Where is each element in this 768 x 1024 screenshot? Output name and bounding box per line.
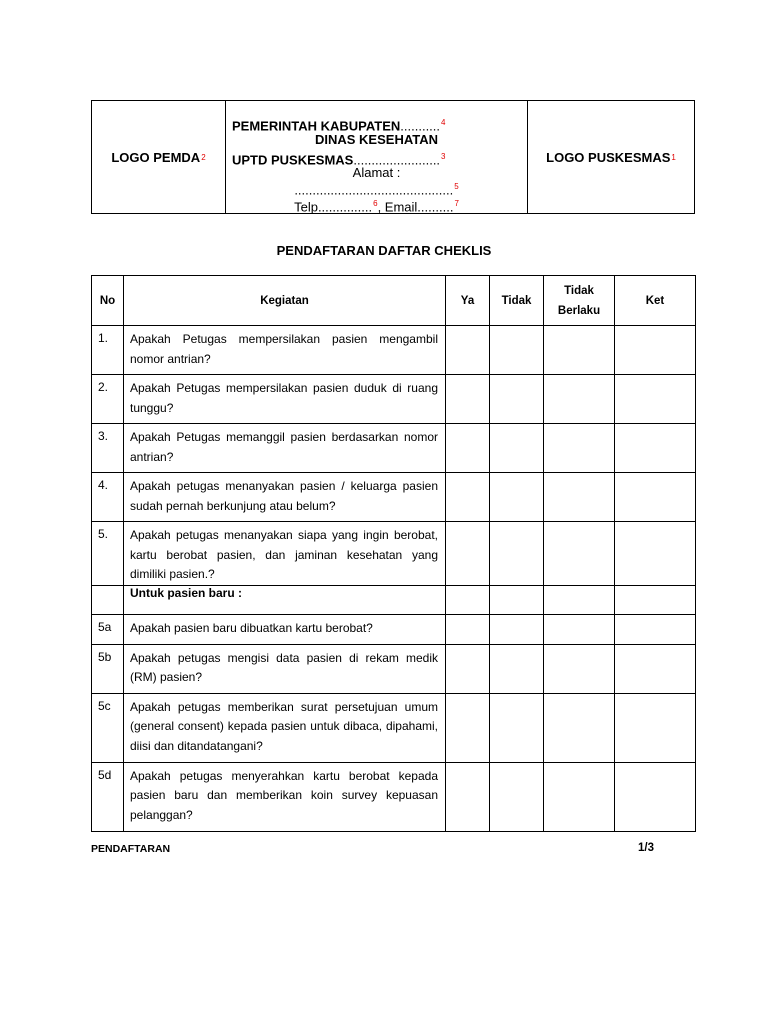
footnote-marker: 7 bbox=[454, 199, 459, 208]
checklist-table bbox=[91, 275, 696, 832]
row-activity: Apakah petugas memberikan surat persetujuan umum (general consent) kepada pasien untuk dibaca, dipahami, diisi dan ditandatangani? bbox=[124, 693, 446, 762]
ket-cell[interactable] bbox=[615, 614, 696, 644]
tidak-berlaku-cell[interactable] bbox=[544, 614, 615, 644]
footnote-marker: 5 bbox=[454, 182, 459, 191]
tidak-cell[interactable] bbox=[490, 375, 544, 424]
table-row bbox=[92, 424, 696, 473]
row-activity: Apakah Petugas mempersilakan pasien duduk di ruang tunggu? bbox=[124, 375, 446, 424]
ya-cell[interactable] bbox=[446, 375, 490, 424]
tidak-berlaku-cell[interactable] bbox=[544, 762, 615, 831]
row-number: 5c bbox=[92, 693, 124, 762]
tidak-berlaku-cell[interactable] bbox=[544, 375, 615, 424]
table-row bbox=[92, 326, 696, 375]
column-header-ya: Ya bbox=[446, 276, 490, 326]
footnote-marker: 1 bbox=[671, 152, 676, 162]
tidak-berlaku-cell[interactable] bbox=[544, 644, 615, 693]
footnote-marker: 4 bbox=[441, 118, 446, 127]
tidak-cell[interactable] bbox=[490, 326, 544, 375]
tidak-cell[interactable] bbox=[490, 644, 544, 693]
row-number bbox=[92, 585, 124, 614]
tidak-berlaku-cell[interactable] bbox=[544, 326, 615, 375]
ket-cell[interactable] bbox=[615, 424, 696, 473]
ket-cell[interactable] bbox=[615, 644, 696, 693]
row-number: 5a bbox=[92, 614, 124, 644]
row-number: 1. bbox=[92, 326, 124, 375]
ya-cell[interactable] bbox=[446, 762, 490, 831]
tidak-cell[interactable] bbox=[490, 693, 544, 762]
table-header-row bbox=[92, 276, 696, 326]
tidak-cell[interactable] bbox=[490, 762, 544, 831]
column-header-kegiatan: Kegiatan bbox=[124, 276, 446, 326]
ket-cell[interactable] bbox=[615, 585, 696, 614]
institution-block bbox=[226, 101, 528, 213]
table-row bbox=[92, 644, 696, 693]
letterhead bbox=[91, 100, 695, 214]
row-number: 5d bbox=[92, 762, 124, 831]
ket-cell[interactable] bbox=[615, 375, 696, 424]
table-row bbox=[92, 375, 696, 424]
tidak-berlaku-cell[interactable] bbox=[544, 585, 615, 614]
ya-cell[interactable] bbox=[446, 693, 490, 762]
row-activity: Apakah petugas mengisi data pasien di rekam medik (RM) pasien? bbox=[124, 644, 446, 693]
row-activity: Apakah petugas menanyakan siapa yang ingin berobat, kartu berobat pasien, dan jaminan kesehatan yang dimiliki pasien.? bbox=[124, 522, 446, 586]
table-row bbox=[92, 614, 696, 644]
row-number: 5b bbox=[92, 644, 124, 693]
document-title: PENDAFTARAN DAFTAR CHEKLIS bbox=[276, 243, 492, 258]
footer-section-label: PENDAFTARAN bbox=[91, 843, 171, 855]
department-line: DINAS KESEHATAN bbox=[314, 132, 439, 147]
table-row bbox=[92, 693, 696, 762]
page-number: 1/3 bbox=[638, 842, 654, 854]
logo-puskesmas-label: LOGO PUSKESMAS bbox=[546, 149, 671, 165]
column-header-tidak: Tidak bbox=[490, 276, 544, 326]
ya-cell[interactable] bbox=[446, 585, 490, 614]
row-activity: Apakah petugas menanyakan pasien / keluarga pasien sudah pernah berkunjung atau belum? bbox=[124, 473, 446, 522]
logo-pemda bbox=[92, 101, 226, 213]
row-activity: Apakah Petugas mempersilakan pasien mengambil nomor antrian? bbox=[124, 326, 446, 375]
tidak-berlaku-cell[interactable] bbox=[544, 522, 615, 586]
tidak-berlaku-cell[interactable] bbox=[544, 693, 615, 762]
tidak-berlaku-cell[interactable] bbox=[544, 473, 615, 522]
ya-cell[interactable] bbox=[446, 522, 490, 586]
ket-cell[interactable] bbox=[615, 473, 696, 522]
tidak-cell[interactable] bbox=[490, 522, 544, 586]
logo-puskesmas bbox=[528, 101, 694, 213]
puskesmas-line: UPTD PUSKESMAS........................$^3$ bbox=[232, 152, 446, 168]
logo-pemda-label: LOGO PEMDA bbox=[111, 149, 201, 165]
ket-cell[interactable] bbox=[615, 693, 696, 762]
address-dots: ............................................$^5$ bbox=[294, 182, 459, 198]
footnote-marker: 6 bbox=[373, 199, 378, 208]
row-activity: Apakah pasien baru dibuatkan kartu berobat? bbox=[124, 614, 446, 644]
ya-cell[interactable] bbox=[446, 326, 490, 375]
ya-cell[interactable] bbox=[446, 614, 490, 644]
address-label: Alamat : bbox=[352, 165, 401, 180]
row-activity: Apakah Petugas memanggil pasien berdasarkan nomor antrian? bbox=[124, 424, 446, 473]
column-header-ket: Ket bbox=[615, 276, 696, 326]
row-number: 4. bbox=[92, 473, 124, 522]
tidak-cell[interactable] bbox=[490, 585, 544, 614]
table-row bbox=[92, 585, 696, 614]
row-number: 5. bbox=[92, 522, 124, 586]
ket-cell[interactable] bbox=[615, 762, 696, 831]
footnote-marker: 3 bbox=[441, 152, 446, 161]
contact-line: Telp...............$^6$, Email..........$^7$ bbox=[294, 199, 459, 215]
tidak-cell[interactable] bbox=[490, 614, 544, 644]
table-row bbox=[92, 522, 696, 586]
row-number: 2. bbox=[92, 375, 124, 424]
row-number: 3. bbox=[92, 424, 124, 473]
ya-cell[interactable] bbox=[446, 644, 490, 693]
government-line: PEMERINTAH KABUPATEN...........$^4$ bbox=[232, 118, 446, 134]
row-activity: Apakah petugas menyerahkan kartu berobat kepada pasien baru dan memberikan koin survey kepuasan pelanggan? bbox=[124, 762, 446, 831]
table-row bbox=[92, 762, 696, 831]
tidak-cell[interactable] bbox=[490, 473, 544, 522]
tidak-berlaku-cell[interactable] bbox=[544, 424, 615, 473]
row-section-heading: Untuk pasien baru : bbox=[124, 585, 446, 614]
column-header-tidak-berlaku: Tidak Berlaku bbox=[544, 276, 615, 326]
ya-cell[interactable] bbox=[446, 424, 490, 473]
ya-cell[interactable] bbox=[446, 473, 490, 522]
ket-cell[interactable] bbox=[615, 326, 696, 375]
tidak-cell[interactable] bbox=[490, 424, 544, 473]
footnote-marker: 2 bbox=[201, 152, 206, 162]
column-header-no: No bbox=[92, 276, 124, 326]
table-row bbox=[92, 473, 696, 522]
ket-cell[interactable] bbox=[615, 522, 696, 586]
